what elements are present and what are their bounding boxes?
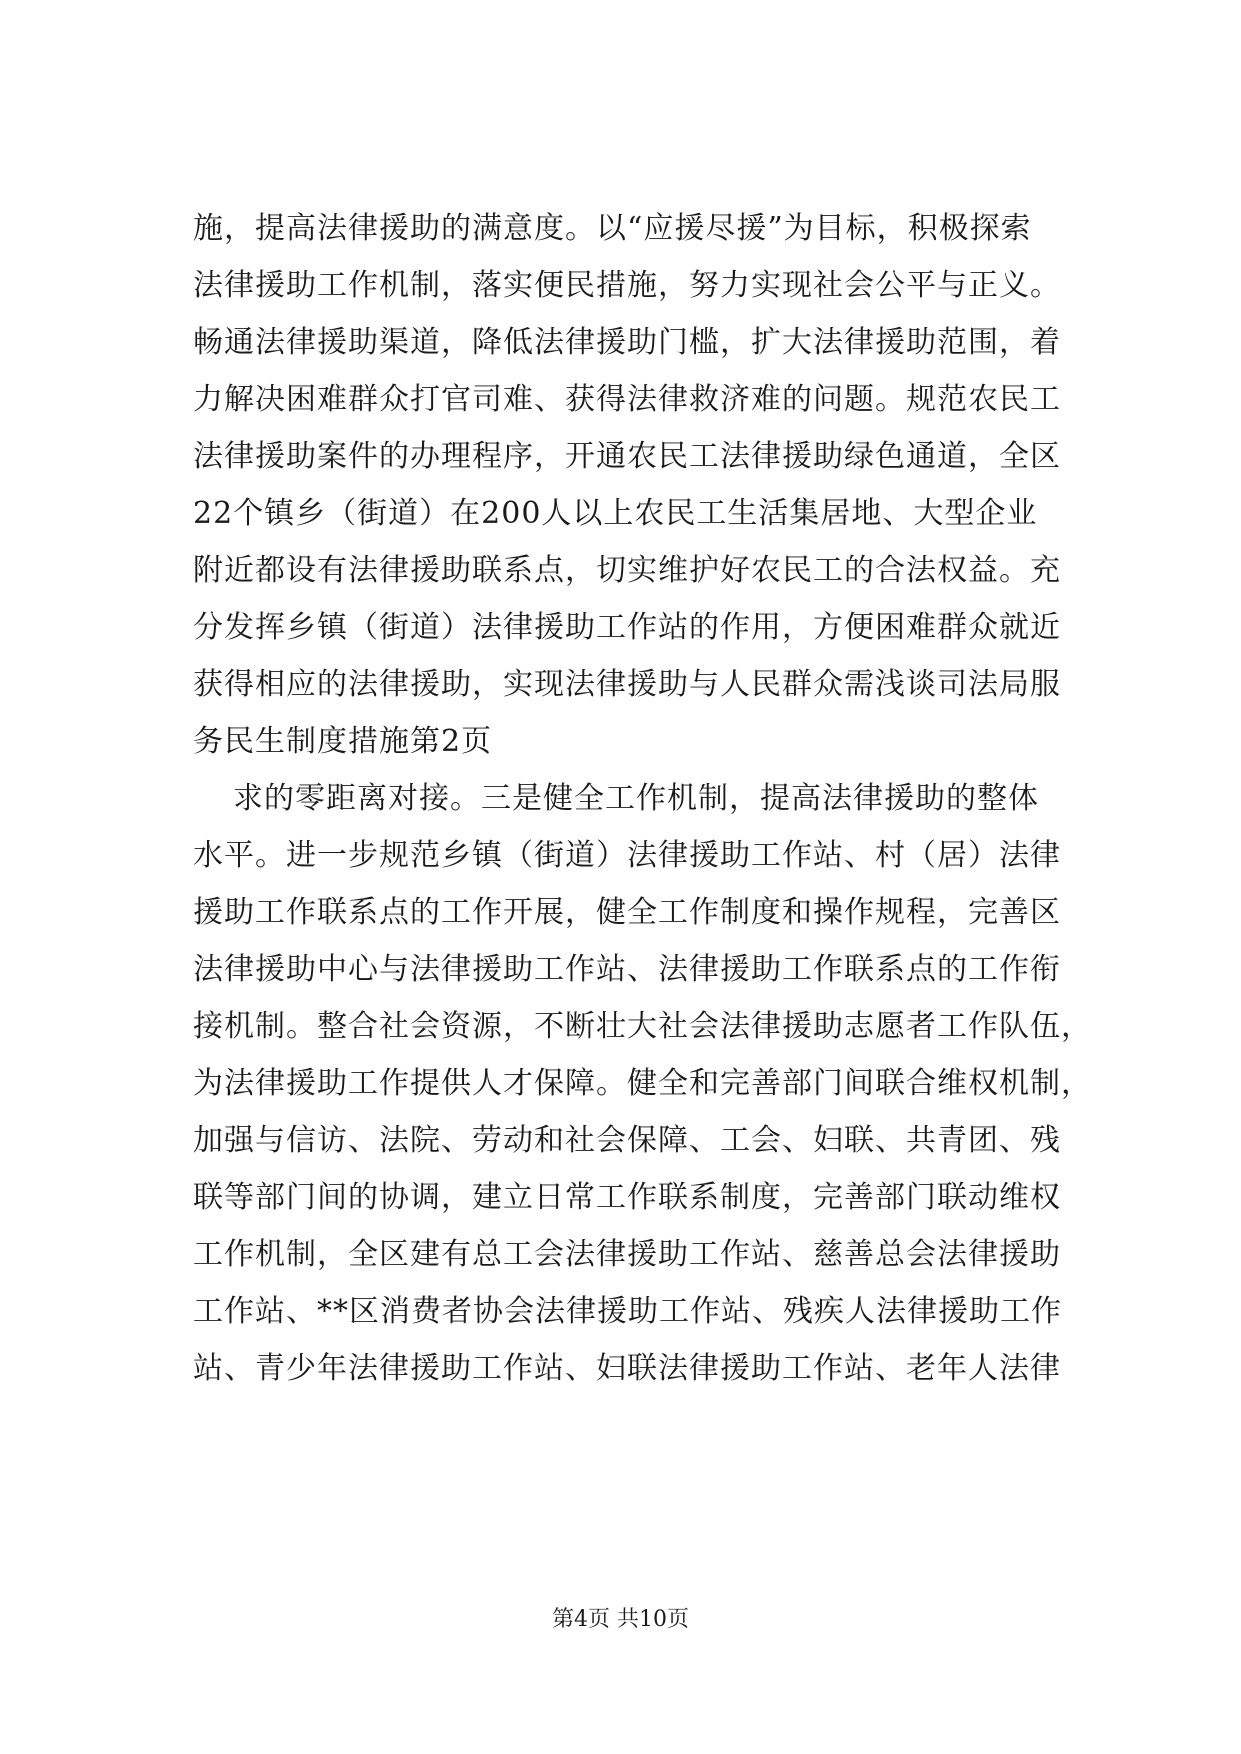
text-line: 施，提高法律援助的满意度。以“应援尽援”为目标，积极探索 [193,211,1032,246]
text-line: 法律援助工作机制，落实便民措施，努力实现社会公平与正义。 [193,268,1061,303]
text-line: 援助工作联系点的工作开展，健全工作制度和操作规程，完善区 [193,895,1061,930]
text-line: 求的零距离对接。三是健全工作机制，提高法律援助的整体 [233,781,1039,816]
text-line: 力解决困难群众打官司难、获得法律救济难的问题。规范农民工 [193,382,1061,417]
text-line: 分发挥乡镇（街道）法律援助工作站的作用，方便困难群众就近 [193,610,1061,645]
text-line: 接机制。整合社会资源，不断壮大社会法律援助志愿者工作队伍， [193,1009,1092,1044]
text-line: 法律援助中心与法律援助工作站、法律援助工作联系点的工作衔 [193,952,1061,987]
text-line: 附近都设有法律援助联系点，切实维护好农民工的合法权益。充 [193,553,1061,588]
text-line: 站、青少年法律援助工作站、妇联法律援助工作站、老年人法律 [193,1351,1061,1386]
text-line: 畅通法律援助渠道，降低法律援助门槛，扩大法律援助范围，着 [193,325,1061,360]
text-line: 为法律援助工作提供人才保障。健全和完善部门间联合维权机制， [193,1066,1092,1101]
text-line: 水平。进一步规范乡镇（街道）法律援助工作站、村（居）法律 [193,838,1061,873]
text-line: 工作机制，全区建有总工会法律援助工作站、慈善总会法律援助 [193,1237,1061,1272]
text-line: 工作站、**区消费者协会法律援助工作站、残疾人法律援助工作 [193,1294,1062,1329]
body-text [193,204,1092,1401]
text-line: 法律援助案件的办理程序，开通农民工法律援助绿色通道，全区 [193,439,1061,474]
text-line: 务民生制度措施第2页 [193,724,493,759]
page-footer: 第4页 共10页 [552,1607,689,1632]
text-line: 22个镇乡（街道）在200人以上农民工生活集居地、大型企业 [193,496,1038,531]
text-line: 联等部门间的协调，建立日常工作联系制度，完善部门联动维权 [193,1180,1061,1215]
text-line: 获得相应的法律援助，实现法律援助与人民群众需浅谈司法局服 [193,667,1061,702]
text-line: 加强与信访、法院、劳动和社会保障、工会、妇联、共青团、残 [193,1123,1061,1158]
